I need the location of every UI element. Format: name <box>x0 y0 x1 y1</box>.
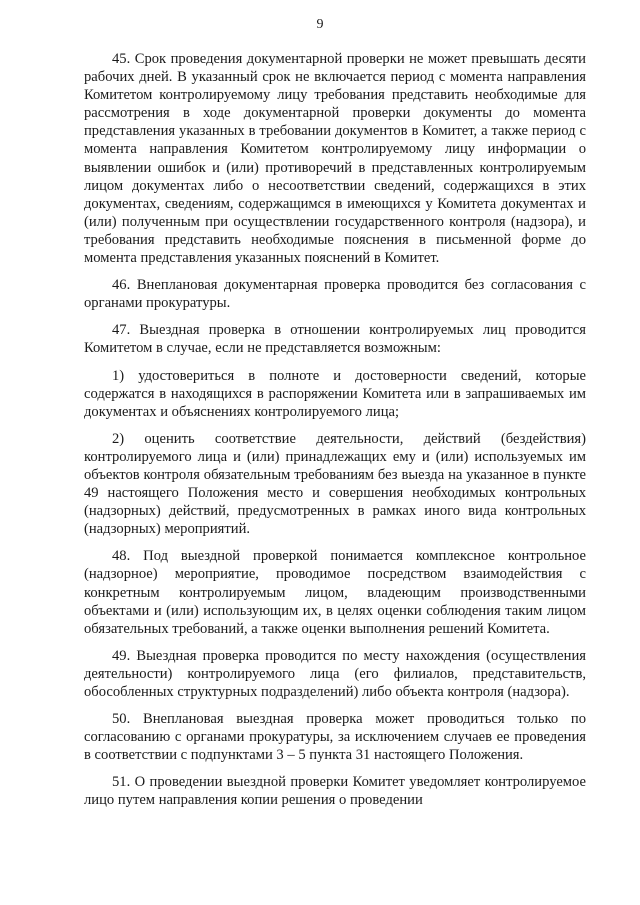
page-number: 9 <box>316 17 324 32</box>
paragraph-45: 45. Срок проведения документарной проверки не может превышать десяти рабочих дней. В указанный срок не включается период с момента направления Комитетом контролируемому лицу требования представить необходимые для рассмотрения в ходе документарной проверки документы до момента представления указанных в требовании документов в Комитет, а также период с момента направления Комитетом контролируемому лицу информации о выявлении ошибок и (или) противоречий в представленных контролируемым лицом документах либо о несоответствии сведений, содержащихся в этих документах, сведениям, содержащимся в имеющихся у Комитета документах и (или) полученным при осуществлении государственного контроля (надзора), и требования представить необходимые пояснения в письменной форме до момента представления указанных пояснений в Комитет. <box>84 51 586 267</box>
paragraph-49: 49. Выездная проверка проводится по месту нахождения (осуществления деятельности) контролируемого лица (его филиалов, представительств, обособленных структурных подразделений) либо объекта контроля (надзора). <box>84 647 586 700</box>
paragraph-48: 48. Под выездной проверкой понимается комплексное контрольное (надзорное) мероприятие, проводимое посредством взаимодействия с конкретным контролируемым лицом, владеющим производственными объектами и (или) использующим их, в целях оценки соблюдения таким лицом обязательных требований, а также оценки выполнения решений Комитета. <box>84 548 586 637</box>
paragraph-47-item-1: 1) удостовериться в полноте и достоверности сведений, которые содержатся в находящихся в распоряжении Комитета или в запрашиваемых им документах и объяснениях контролируемого лица; <box>84 367 586 420</box>
document-body <box>84 50 586 819</box>
paragraph-47: 47. Выездная проверка в отношении контролируемых лиц проводится Комитетом в случае, если не представляется возможным: <box>84 322 586 357</box>
paragraph-50: 50. Внеплановая выездная проверка может проводиться только по согласованию с органами прокуратуры, за исключением случаев ее проведения в соответствии с подпунктами 3 – 5 пункта 31 настоящего Положения. <box>84 711 586 764</box>
paragraph-47-item-2: 2) оценить соответствие деятельности, действий (бездействия) контролируемого лица и (или) принадлежащих ему и (или) используемых им объектов контроля обязательным требованиям без выезда на указанное в пункте 49 настоящего Положения место и совершения необходимых контрольных (надзорных) действий, предусмотренных в рамках иного вида контрольных (надзорных) мероприятий. <box>84 430 586 538</box>
paragraph-51: 51. О проведении выездной проверки Комитет уведомляет контролируемое лицо путем направления копии решения о проведении <box>84 774 586 809</box>
paragraph-46: 46. Внеплановая документарная проверка проводится без согласования с органами прокуратуры. <box>84 277 586 312</box>
